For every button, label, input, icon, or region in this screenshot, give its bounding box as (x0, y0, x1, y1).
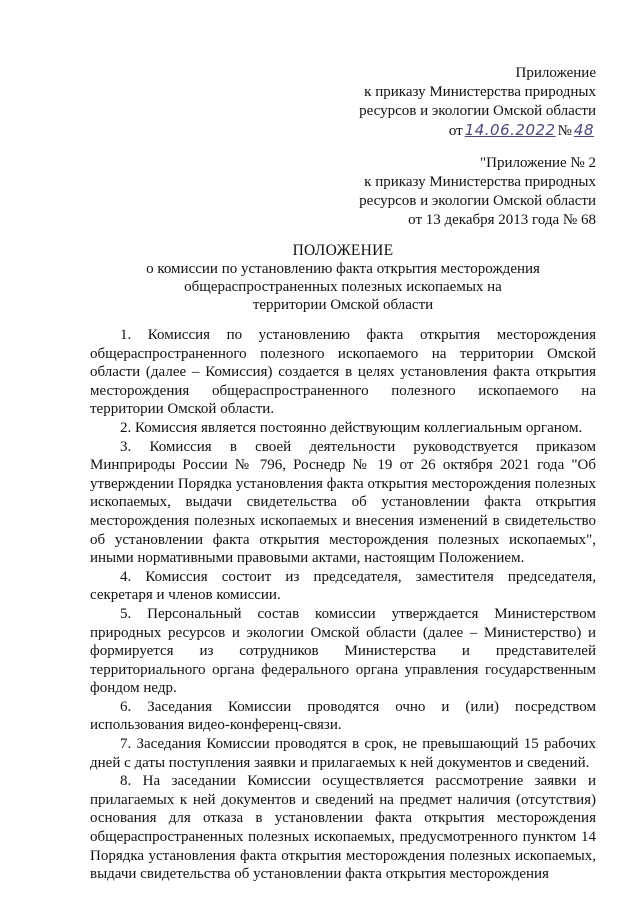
appendix-date-line (449, 121, 596, 141)
title-line: ПОЛОЖЕНИЕ (292, 242, 394, 259)
paragraph: 5. Персональный состав комиссии утверждается Министерством природных ресурсов и экологии Омской области (далее – Министерство) и формируется из сотрудников Министерства и представителей территориального органа федерального органа управления государственным фондом недр. (90, 605, 596, 697)
document-title (90, 242, 596, 314)
paragraph: 2. Комиссия является постоянно действующим коллегиальным органом. (120, 419, 583, 436)
paragraph: 3. Комиссия в своей деятельности руководствуется приказом Минприроды России № 796, Роснедр № 19 от 26 октября 2021 года "Об утверждении Порядка установления факта открытия месторождения полезных ископаемых, выдачи свидетельства об установлении факта открытия месторождения полезных ископаемых и внесения изменений в свидетельство об установлении факта открытия месторождения полезных ископаемых", иными нормативными правовыми актами, настоящим Положением. (90, 438, 596, 567)
handwritten-date: 14.06.2022 (464, 121, 556, 139)
appendix-line: от 13 декабря 2013 года № 68 (408, 212, 596, 228)
paragraph: 1. Комиссия по установлению факта открытия месторождения общераспространенного полезного ископаемого на территории Омской области (далее – Комиссия) создается в целях установления факта открытия месторождения общераспространенного полезного ископаемого на территории Омской области. (90, 327, 596, 418)
from-prefix: от (448, 123, 463, 139)
appendix-line: ресурсов и экологии Омской области (359, 193, 596, 209)
title-line: общераспространенных полезных ископаемых на (184, 279, 502, 295)
paragraph: 4. Комиссия состоит из председателя, заместителя председателя, секретаря и членов комиссии. (90, 568, 596, 604)
number-sign: № (557, 123, 572, 139)
title-line: о комиссии по установлению факта открытия месторождения (146, 261, 540, 277)
paragraph: 7. Заседания Комиссии проводятся в срок, не превышающий 15 рабочих дней с даты поступления заявки и прилагаемых к ней документов и сведений. (90, 736, 596, 771)
appendix-line: к приказу Министерства природных (364, 174, 596, 190)
appendix-line: Приложение (515, 65, 596, 81)
appendix-line: к приказу Министерства природных (364, 84, 596, 100)
appendix-line: "Приложение № 2 (480, 155, 596, 171)
appendix-header (359, 64, 596, 141)
document-body (90, 326, 596, 884)
paragraph: 6. Заседания Комиссии проводятся очно и (или) посредством использования видео-конференц-связи. (90, 698, 596, 734)
title-line: территории Омской области (252, 297, 434, 313)
handwritten-number: 48 (573, 121, 594, 139)
appendix-line: ресурсов и экологии Омской области (359, 103, 596, 119)
paragraph: 8. На заседании Комиссии осуществляется рассмотрение заявки и прилагаемых к ней документов и сведений на предмет наличия (отсутствия) основания для отказа в установлении факта открытия месторождения общераспространенных полезных ископаемых, предусмотренного пунктом 14 Порядка установления факта открытия месторождения полезных ископаемых, выдачи свидетельства об установлении факта открытия месторождения (90, 773, 596, 883)
previous-appendix-header (359, 154, 596, 230)
